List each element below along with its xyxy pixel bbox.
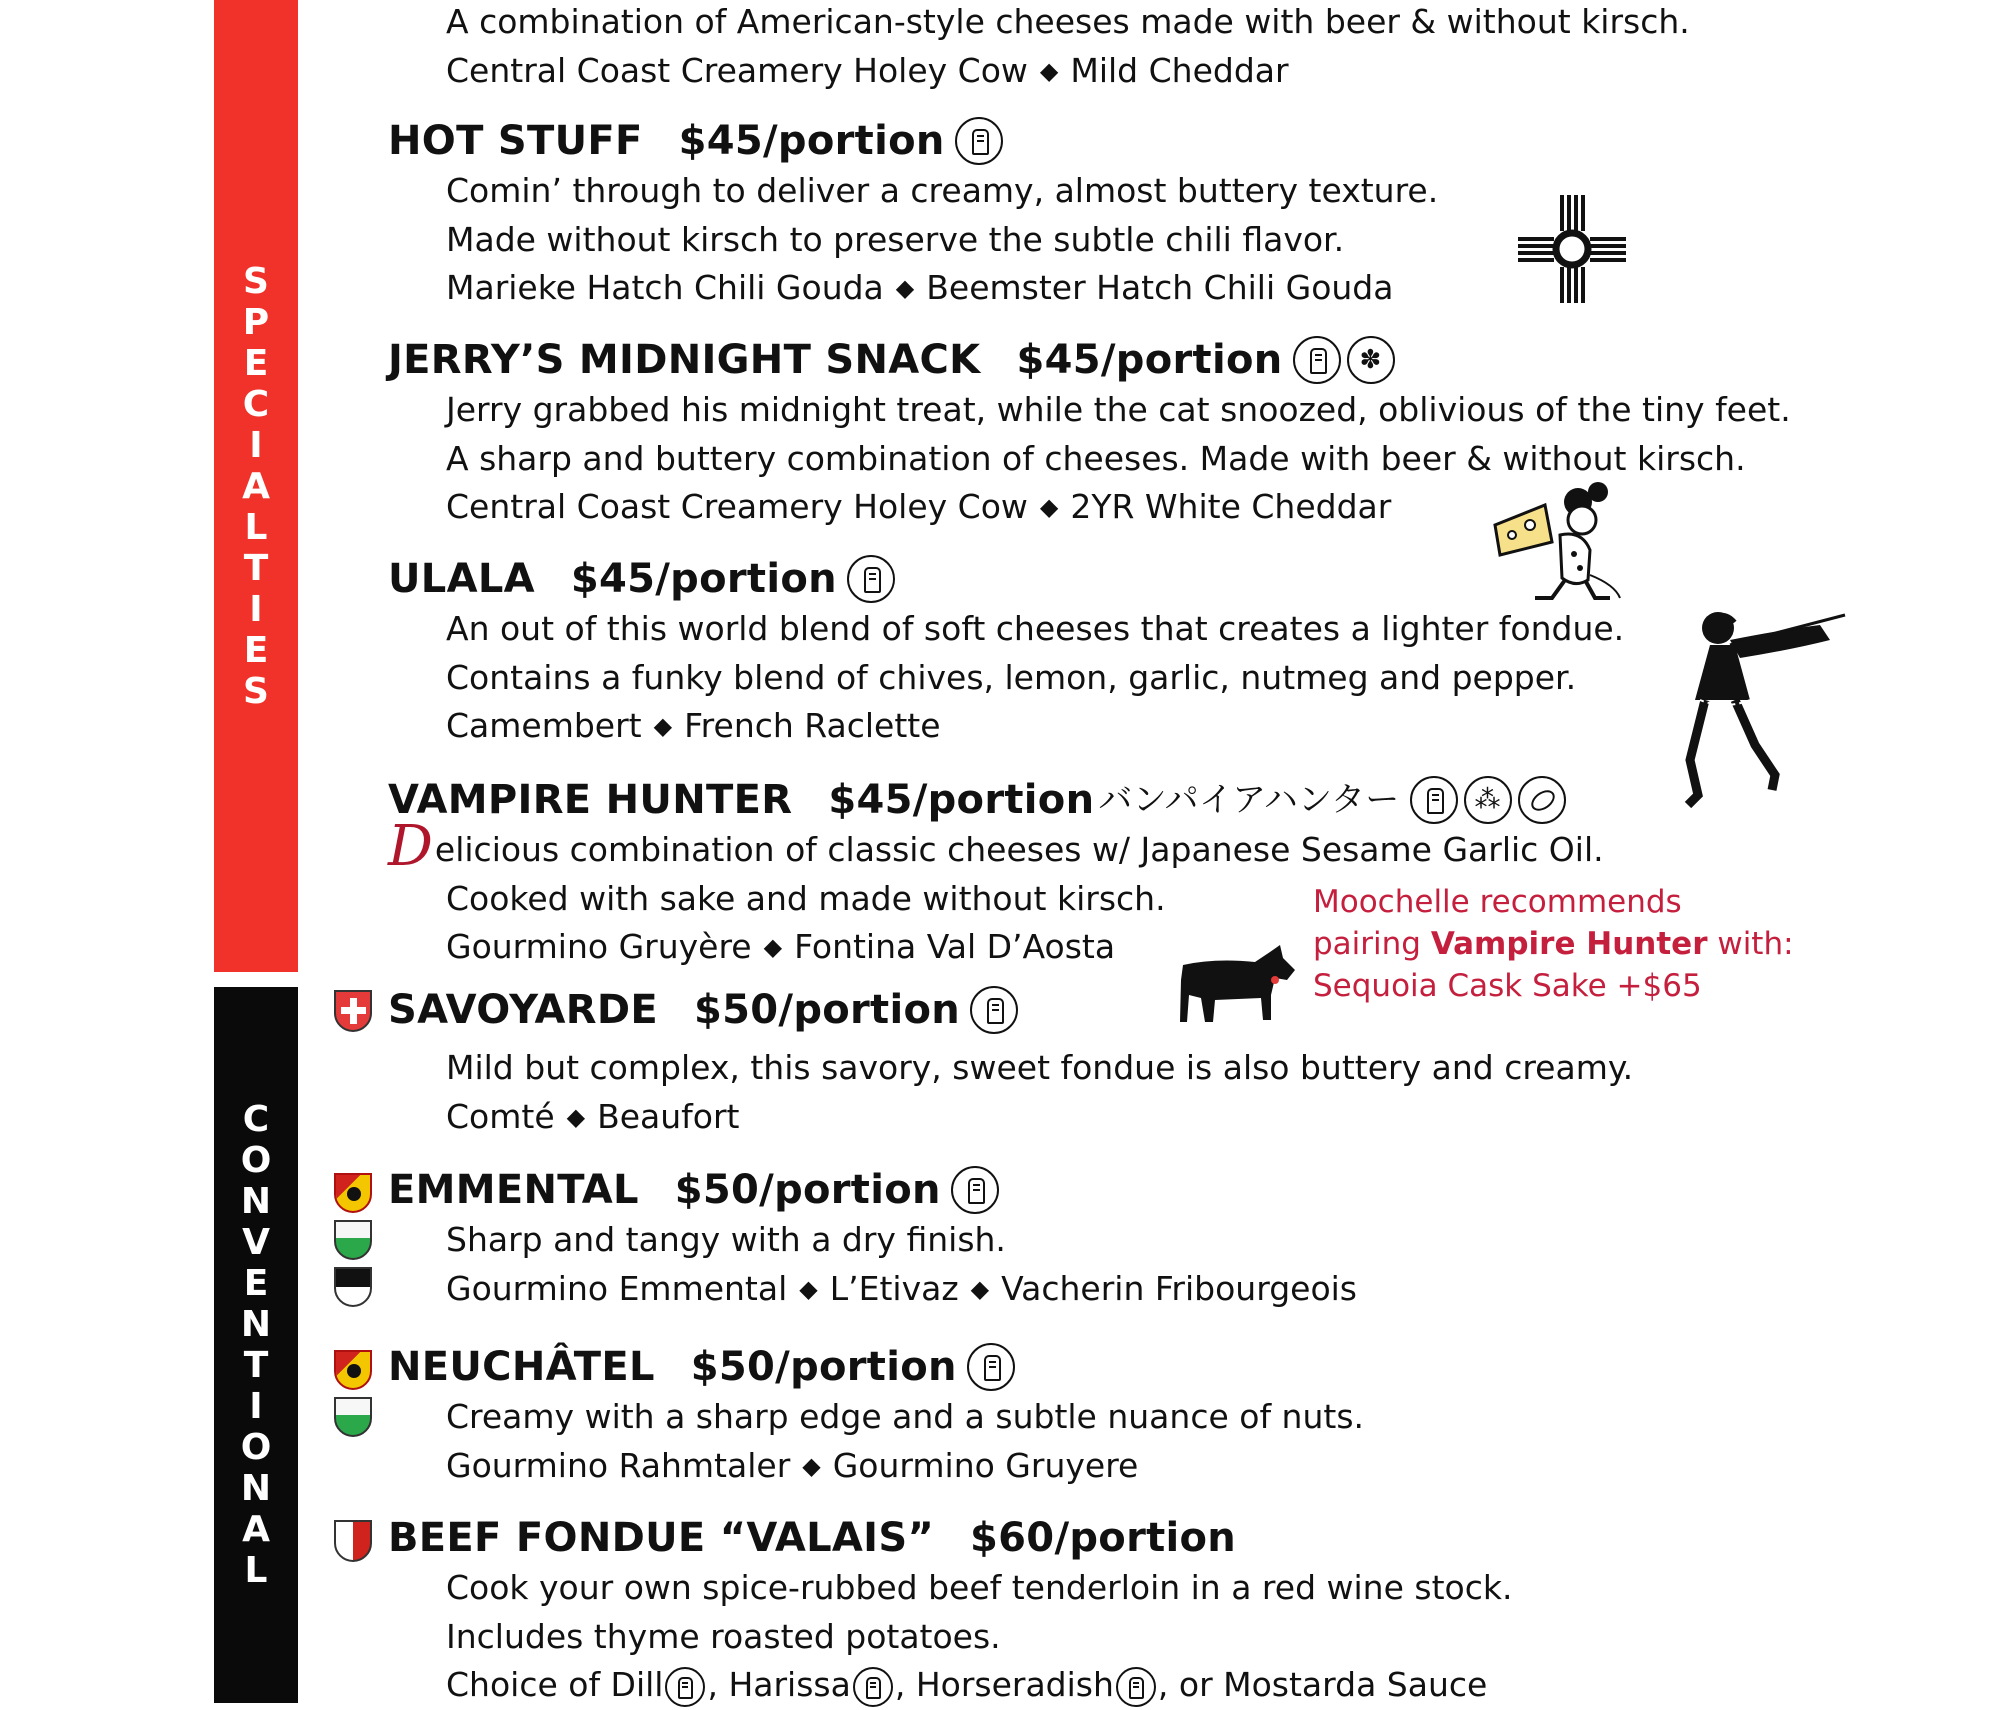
zia-sun-icon (1518, 195, 1626, 303)
conventional-sidebar-letter: O (240, 1140, 272, 1181)
garlic-icon (1518, 776, 1566, 824)
valais-flag-icon (334, 1520, 372, 1562)
item-name: JERRY’S MIDNIGHT SNACK (388, 337, 981, 383)
item-cheeses: Comté ◆ Beaufort (446, 1096, 740, 1136)
conventional-sidebar-letter: C (242, 1099, 270, 1140)
specialties-sidebar-letter: A (242, 465, 270, 507)
conventional-sidebar-letter: A (242, 1509, 270, 1550)
gluten-free-bread-icon (967, 1343, 1015, 1391)
gluten-free-bread-icon (970, 986, 1018, 1034)
specialties-sidebar-letter: L (244, 506, 268, 548)
item-description: Mild but complex, this savory, sweet fondue is also buttery and creamy. (446, 1048, 1634, 1087)
diamond-icon: ◆ (1039, 493, 1059, 521)
pairing-note-line: pairing Vampire Hunter with: (1313, 926, 1794, 962)
item-cheeses: Gourmino Gruyère ◆ Fontina Val D’Aosta (446, 927, 1116, 966)
item-description: Delicious combination of classic cheeses w/ Japanese Sesame Garlic Oil. (388, 814, 1604, 879)
item-description: Cooked with sake and made without kirsch. (446, 878, 1166, 918)
specialties-sidebar-letter: I (249, 588, 263, 630)
specialties-sidebar (214, 0, 298, 972)
menu-item-jerrys-midnight-snack (388, 334, 1888, 532)
item-description: Cook your own spice-rubbed beef tenderloin in a red wine stock. (446, 1568, 1513, 1607)
conventional-sidebar-letter: L (244, 1550, 268, 1591)
conventional-sidebar (214, 987, 298, 1703)
gluten-free-bread-icon (853, 1667, 893, 1707)
vaud-flag-icon (334, 1397, 372, 1437)
item-name: EMMENTAL (388, 1167, 639, 1213)
item-price: $45/portion (570, 556, 837, 602)
item-price: $60/portion (970, 1515, 1237, 1561)
item-price: $45/portion (828, 777, 1095, 823)
item-sauce-choices: Choice of Dill , Harissa , Horseradish , or Mostarda Sauce (446, 1661, 1888, 1710)
bern-flag-icon (334, 1350, 372, 1390)
sesame-icon (1464, 776, 1512, 824)
item-price: $50/portion (674, 1167, 941, 1213)
specialties-sidebar-letter: T (243, 547, 269, 589)
conventional-sidebar-letter: O (240, 1427, 272, 1468)
wheat-icon (1347, 336, 1395, 384)
specialties-sidebar-letter: C (242, 383, 270, 425)
specialties-sidebar-letter: E (243, 629, 269, 671)
item-cheeses: Camembert ◆ French Raclette (446, 706, 941, 745)
menu-item-emmental (388, 1164, 1888, 1313)
item-name: SAVOYARDE (388, 987, 659, 1033)
item-name: BEEF FONDUE “VALAIS” (388, 1515, 935, 1561)
item-description: A sharp and buttery combination of cheeses. Made with beer & without kirsch. (446, 438, 1746, 478)
conventional-sidebar-letter: N (240, 1304, 272, 1345)
conventional-sidebar-letter: N (240, 1468, 272, 1509)
savoie-flag-icon (334, 990, 372, 1032)
specialties-sidebar-letter: E (243, 342, 269, 384)
item-cheeses: Marieke Hatch Chili Gouda ◆ Beemster Hatch Chili Gouda (446, 268, 1394, 307)
gluten-free-bread-icon (951, 1166, 999, 1214)
gluten-free-bread-icon (1293, 336, 1341, 384)
item-name: HOT STUFF (388, 118, 643, 164)
gluten-free-bread-icon (955, 117, 1003, 165)
item-name: VAMPIRE HUNTER (388, 777, 793, 823)
item-japanese-name: バンパイアハンター (1098, 780, 1400, 820)
item-description: Creamy with a sharp edge and a subtle nuance of nuts. (446, 1397, 1365, 1436)
item-description: Made without kirsch to preserve the subtle chili flavor. (446, 219, 1345, 259)
menu-item-neuchatel (388, 1341, 1888, 1490)
conventional-sidebar-letter: T (243, 1345, 269, 1386)
item-cheeses: Central Coast Creamery Holey Cow ◆ Mild Cheddar (446, 50, 1289, 90)
diamond-icon: ◆ (566, 1102, 586, 1131)
menu-item-hot-stuff (388, 115, 1888, 313)
menu-item-ulala (388, 553, 1888, 751)
item-cheeses: Gourmino Emmental ◆ L’Etivaz ◆ Vacherin Fribourgeois (446, 1268, 1358, 1308)
gluten-free-bread-icon (665, 1667, 705, 1707)
item-description: Contains a funky blend of chives, lemon, garlic, nutmeg and pepper. (446, 657, 1577, 697)
vaud-flag-icon (334, 1220, 372, 1260)
item-price: $50/portion (694, 987, 961, 1033)
menu-item-partial (388, 0, 1888, 95)
item-cheeses: Gourmino Rahmtaler ◆ Gourmino Gruyere (446, 1445, 1139, 1485)
gluten-free-bread-icon (1116, 1667, 1156, 1707)
conventional-sidebar-letter: V (242, 1222, 270, 1263)
diamond-icon: ◆ (970, 1274, 990, 1303)
item-price: $50/portion (690, 1344, 957, 1390)
item-description: Comin’ through to deliver a creamy, almost buttery texture. (446, 171, 1439, 210)
item-description: Sharp and tangy with a dry finish. (446, 1220, 1006, 1259)
menu-item-savoyarde (388, 984, 1888, 1141)
diamond-icon: ◆ (653, 712, 673, 740)
gluten-free-bread-icon (1410, 776, 1458, 824)
item-description: Jerry grabbed his midnight treat, while the cat snoozed, oblivious of the tiny feet. (446, 390, 1791, 429)
pairing-note-line: Moochelle recommends (1313, 884, 1682, 920)
diamond-icon: ◆ (799, 1274, 818, 1303)
diamond-icon: ◆ (802, 1451, 821, 1480)
conventional-sidebar-letter: N (240, 1181, 272, 1222)
menu-item-beef-fondue (388, 1512, 1888, 1710)
item-description: A combination of American-style cheeses made with beer & without kirsch. (446, 2, 1690, 41)
diamond-icon: ◆ (763, 933, 783, 961)
fribourg-flag-icon (334, 1267, 372, 1307)
specialties-sidebar-letter: S (243, 670, 269, 712)
conventional-sidebar-letter: I (249, 1386, 263, 1427)
pairing-note-line: Sequoia Cask Sake +$65 (1313, 968, 1702, 1004)
gluten-free-bread-icon (847, 555, 895, 603)
drop-cap: D (388, 814, 433, 879)
item-description: Includes thyme roasted potatoes. (446, 1616, 1001, 1656)
specialties-sidebar-letter: S (243, 260, 269, 302)
item-description: An out of this world blend of soft cheeses that creates a lighter fondue. (446, 609, 1625, 648)
specialties-sidebar-letter: I (249, 424, 263, 466)
item-cheeses: Central Coast Creamery Holey Cow ◆ 2YR White Cheddar (446, 487, 1392, 526)
diamond-icon: ◆ (895, 274, 915, 302)
conventional-sidebar-letter: E (243, 1263, 269, 1304)
item-name: ULALA (388, 556, 535, 602)
item-price: $45/portion (678, 118, 945, 164)
bern-flag-icon (334, 1173, 372, 1213)
specialties-sidebar-letter: P (242, 301, 270, 343)
item-name: NEUCHÂTEL (388, 1344, 655, 1390)
item-price: $45/portion (1016, 337, 1283, 383)
diamond-icon: ◆ (1039, 56, 1059, 85)
